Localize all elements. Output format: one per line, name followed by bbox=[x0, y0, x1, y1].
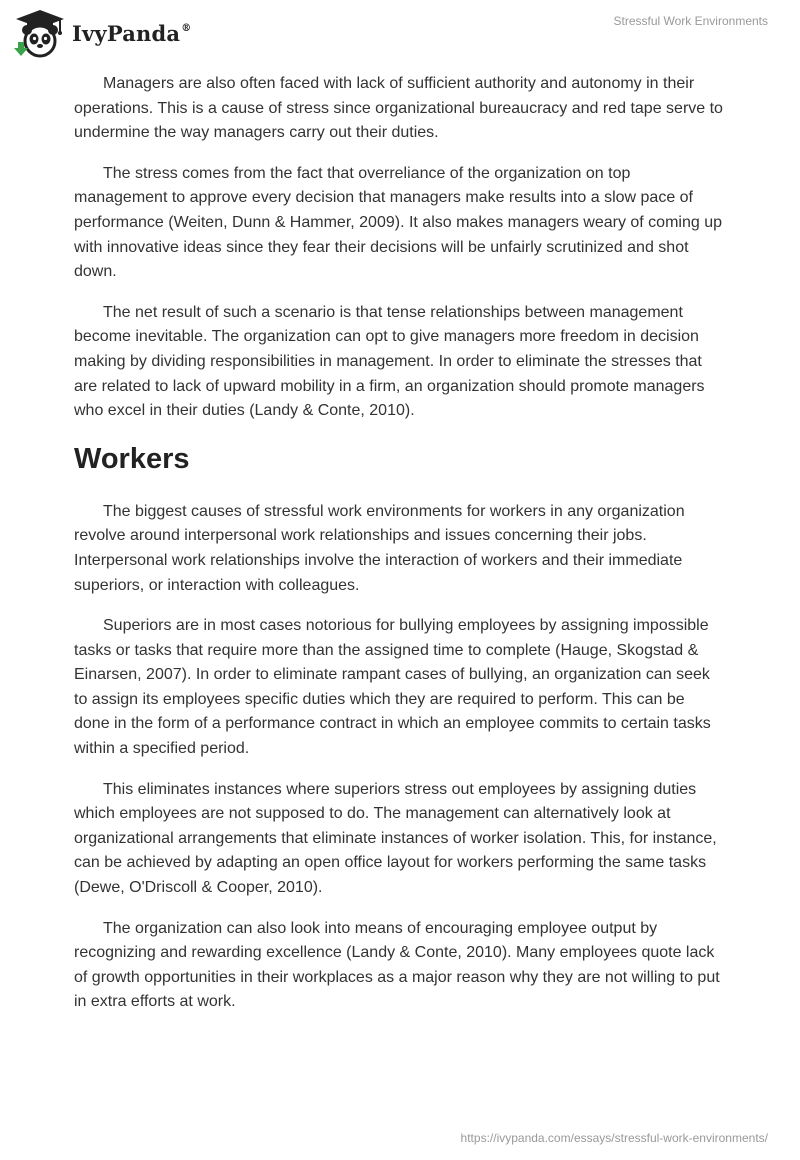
ivypanda-logo[interactable] bbox=[14, 8, 191, 58]
page-header bbox=[0, 0, 800, 70]
section-heading-workers: Workers bbox=[74, 442, 190, 475]
panda-graduate-icon bbox=[14, 8, 66, 58]
article-body bbox=[74, 72, 724, 1031]
paragraph: The biggest causes of stressful work environments for workers in any organization revolve around interpersonal work relationships and issues concerning their jobs. Interpersonal work relationships involve the interaction of workers and their immediate superiors, or interaction with colleagues. bbox=[74, 502, 685, 594]
document-title: Stressful Work Environments bbox=[613, 14, 768, 28]
paragraph: The organization can also look into means of encouraging employee output by recognizing and rewarding excellence (Landy & Conte, 2010). Many employees quote lack of growth opportunities in their workplaces as a major reason why they are not willing to put in extra efforts at work. bbox=[74, 919, 720, 1011]
paragraph: Superiors are in most cases notorious for bullying employees by assigning impossible tasks or tasks that require more than the assigned time to complete (Hauge, Skogstad & Einarsen, 2007). In order to eliminate rampant cases of bullying, an organization can seek to assign its employees specific duties which they are required to perform. This can be done in the form of a performance contract in which an employee commits to certain tasks within a specified period. bbox=[74, 617, 711, 758]
paragraph: The stress comes from the fact that overreliance of the organization on top management to approve every decision that managers make results into a slow pace of performance (Weiten, Dunn & Hammer, 2009). It also makes managers weary of coming up with innovative ideas since they fear their decisions will be unfairly scrutinized and shot down. bbox=[74, 164, 722, 281]
logo-text: IvyPanda® bbox=[72, 20, 192, 46]
paragraph: The net result of such a scenario is that tense relationships between management become inevitable. The organization can opt to give managers more freedom in decision making by dividing responsibilities in management. In order to eliminate the stresses that are related to lack of upward mobility in a firm, an organization should promote managers who excel in their duties (Landy & Conte, 2010). bbox=[74, 303, 705, 420]
paragraph: Managers are also often faced with lack of sufficient authority and autonomy in their operations. This is a cause of stress since organizational bureaucracy and red tape serve to undermine the way managers carry out their duties. bbox=[74, 75, 723, 142]
paragraph: This eliminates instances where superiors stress out employees by assigning duties which employees are not supposed to do. The management can alternatively look at organizational arrangements that eliminate instances of worker isolation. This, for instance, can be achieved by adapting an open office layout for workers performing the same tasks (Dewe, O'Driscoll & Cooper, 2010). bbox=[74, 780, 717, 897]
source-url-link[interactable]: https://ivypanda.com/essays/stressful-work-environments/ bbox=[460, 1131, 768, 1145]
